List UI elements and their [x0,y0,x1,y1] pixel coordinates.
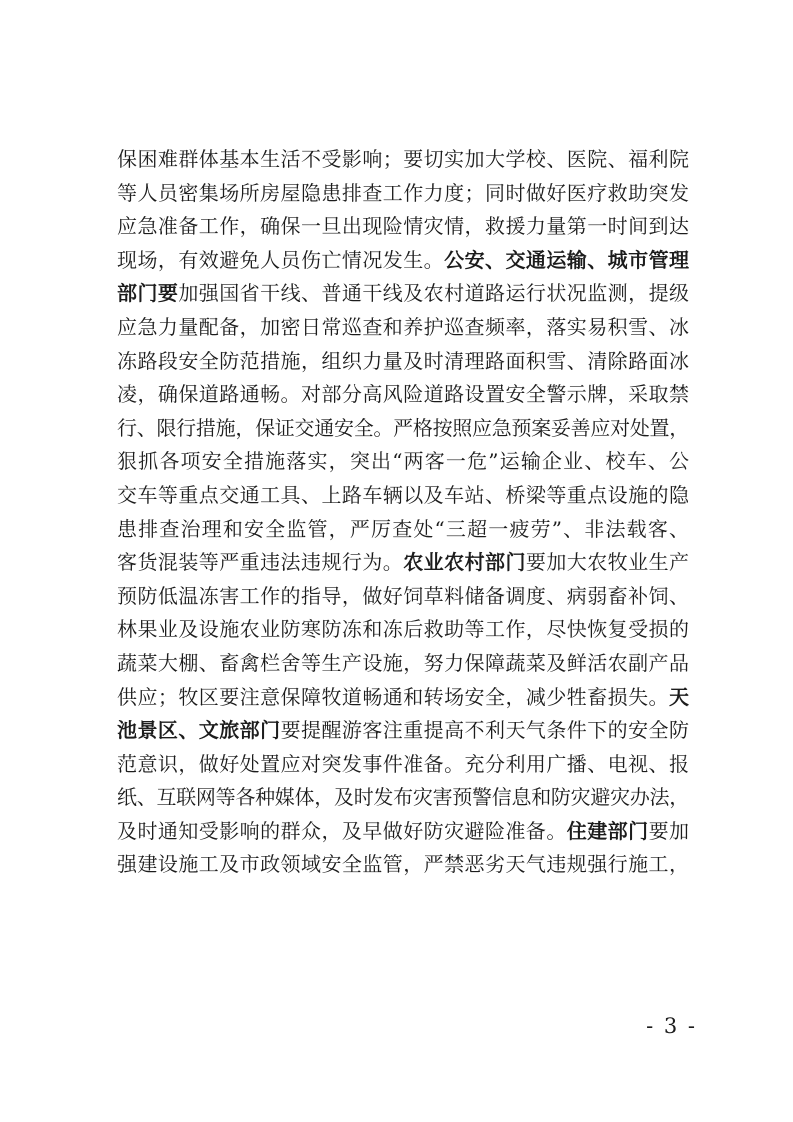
text-line [117,513,689,547]
text-segment: 蔬菜大棚、畜禽栏舍等生产设施，努力保障蔬菜及鲜活农副产品 [117,650,689,675]
text-line [117,277,689,311]
text-line [117,311,689,345]
department-heading: 农业农村部门 [403,550,526,575]
text-segment: 要加大农牧业生产 [525,550,689,575]
text-segment: 现场，有效避免人员伤亡情况发生。 [117,247,445,272]
text-line [117,412,689,446]
text-segment: 客货混装等严重违法违规行为。 [117,550,404,575]
page-number: - 3 - [646,1014,697,1038]
text-line [117,345,689,379]
text-line [117,647,689,681]
department-heading: 天 [669,684,689,709]
text-segment: 凌，确保道路通畅。对部分高风险道路设置安全警示牌，采取禁 [117,382,689,407]
text-line [117,378,689,412]
text-segment: 预防低温冻害工作的指导，做好饲草料储备调度、病弱畜补饲、 [117,583,689,608]
text-segment: 加强国省干线、普通干线及农村道路运行状况监测，提级 [178,281,689,306]
department-heading: 住建部门 [566,818,649,843]
text-line [117,848,689,882]
text-segment: 冻路段安全防范措施，组织力量及时清理路面积雪、清除路面冰 [117,348,689,373]
text-line [117,479,689,513]
text-line [117,748,689,782]
text-segment: 纸、互联网等各种媒体，及时发布灾害预警信息和防灾避灾办法， [117,785,689,810]
text-line [117,244,689,278]
text-segment: 应急力量配备，加密日常巡查和养护巡查频率，落实易积雪、冰 [117,314,689,339]
text-segment: 要加 [648,818,689,843]
text-line [117,143,689,177]
text-line [117,714,689,748]
text-line [117,613,689,647]
text-segment: 范意识，做好处置应对突发事件准备。充分利用广播、电视、报 [117,751,689,776]
text-segment: 林果业及设施农业防寒防冻和冻后救助等工作，尽快恢复受损的 [117,617,689,642]
department-heading: 池景区、文旅部门 [117,718,281,743]
department-heading: 部门要 [117,281,179,306]
text-segment: 保困难群体基本生活不受影响；要切实加大学校、医院、福利院 [117,147,689,171]
text-segment: 等人员密集场所房屋隐患排查工作力度；同时做好医疗救助突发 [117,180,689,205]
body-paragraph [117,143,689,882]
text-segment: 应急准备工作，确保一旦出现险情灾情，救援力量第一时间到达 [117,214,689,239]
text-line [117,681,689,715]
text-segment: 强建设施工及市政领域安全监管，严禁恶劣天气违规强行施工， [117,852,689,877]
text-line [117,177,689,211]
text-line [117,546,689,580]
text-segment: 供应；牧区要注意保障牧道畅通和转场安全，减少牲畜损失。 [117,684,669,709]
text-segment: 狠抓各项安全措施落实，突出“两客一危”运输企业、校车、公 [117,449,689,474]
text-segment: 行、限行措施，保证交通安全。严格按照应急预案妥善应对处置， [117,415,689,440]
text-line [117,781,689,815]
text-line [117,815,689,849]
department-heading: 公安、交通运输、城市管理 [444,247,689,272]
text-line [117,210,689,244]
text-line [117,445,689,479]
text-segment: 交车等重点交通工具、上路车辆以及车站、桥梁等重点设施的隐 [117,482,689,507]
text-segment: 要提醒游客注重提高不利天气条件下的安全防 [280,718,689,743]
text-segment: 患排查治理和安全监管，严厉查处“三超一疲劳”、非法载客、 [117,516,689,541]
text-segment: 及时通知受影响的群众，及早做好防灾避险准备。 [117,818,567,843]
text-line [117,580,689,614]
